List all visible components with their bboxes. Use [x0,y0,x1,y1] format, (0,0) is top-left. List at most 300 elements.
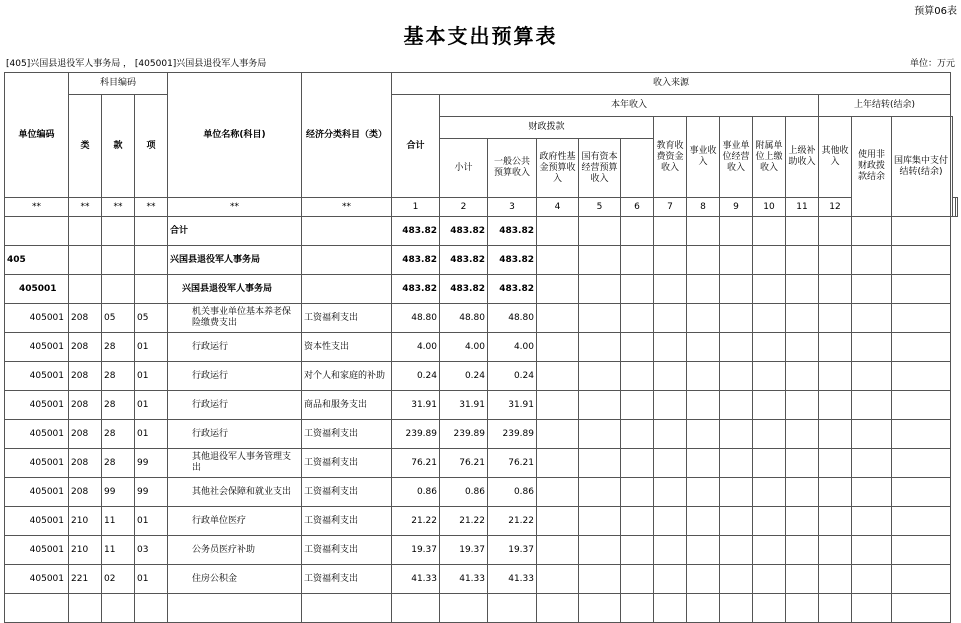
cell-total [392,594,440,623]
cell-empty [654,362,687,391]
cell-empty [753,217,786,246]
cell-empty [687,420,720,449]
cell-econ: 对个人和家庭的补助 [302,362,392,391]
cell-empty [786,565,819,594]
cell-empty [654,246,687,275]
cell-empty [537,217,579,246]
cell-subtotal: 483.82 [440,217,488,246]
cell-total: 4.00 [392,333,440,362]
cell-empty [687,275,720,304]
cell-empty [720,246,753,275]
cell-kuan: 28 [102,362,135,391]
cell-general: 4.00 [488,333,537,362]
unit-label: 单位：万元 [909,59,955,69]
column-number-cell: ** [168,198,302,217]
cell-general: 0.24 [488,362,537,391]
cell-lei: 208 [69,391,102,420]
cell-empty [537,565,579,594]
cell-total: 239.89 [392,420,440,449]
cell-xiang: 05 [135,304,168,333]
form-number: 预算06表 [914,6,957,17]
cell-empty [621,565,654,594]
cell-empty [786,333,819,362]
cell-empty [654,565,687,594]
cell-empty [537,536,579,565]
cell-empty [654,391,687,420]
cell-empty [720,217,753,246]
cell-empty [892,304,951,333]
cell-total: 76.21 [392,449,440,478]
cell-empty [753,449,786,478]
cell-empty [654,594,687,623]
table-row [5,391,958,420]
cell-empty [786,275,819,304]
header-other-income: 其他收入 [819,117,852,198]
cell-subtotal: 19.37 [440,536,488,565]
cell-lei [69,246,102,275]
table-row [5,536,958,565]
table-row [5,362,958,391]
cell-empty [892,362,951,391]
cell-empty [687,246,720,275]
header-xiang: 项 [135,95,168,198]
cell-lei: 208 [69,304,102,333]
cell-kuan: 05 [102,304,135,333]
cell-xiang: 01 [135,362,168,391]
cell-empty [621,449,654,478]
cell-general: 19.37 [488,536,537,565]
cell-empty [720,507,753,536]
cell-total: 483.82 [392,275,440,304]
cell-subtotal: 483.82 [440,246,488,275]
cell-econ: 工资福利支出 [302,536,392,565]
column-number-cell: 12 [819,198,852,217]
cell-empty [654,536,687,565]
cell-empty [687,391,720,420]
budget-table [4,72,958,623]
cell-unit: 405001 [5,333,69,362]
cell-empty [720,362,753,391]
cell-total: 483.82 [392,246,440,275]
cell-econ [302,217,392,246]
cell-empty [852,391,892,420]
cell-empty [819,565,852,594]
cell-kuan: 28 [102,333,135,362]
cell-empty [753,391,786,420]
cell-empty [621,333,654,362]
cell-kuan: 28 [102,420,135,449]
column-number-cell: ** [302,198,392,217]
cell-unit: 405001 [5,304,69,333]
cell-subtotal: 0.24 [440,362,488,391]
cell-subtotal: 31.91 [440,391,488,420]
cell-empty [786,449,819,478]
cell-name: 公务员医疗补助 [168,536,302,565]
header-career-unit-ops: 事业单位经营收入 [720,117,753,198]
column-number-cell: ** [135,198,168,217]
cell-lei: 208 [69,478,102,507]
cell-lei [69,275,102,304]
cell-name: 机关事业单位基本养老保险缴费支出 [168,304,302,333]
cell-xiang: 01 [135,420,168,449]
cell-total: 48.80 [392,304,440,333]
header-edu-fee: 教育收费资金收入 [654,117,687,198]
cell-empty [537,275,579,304]
cell-empty [786,391,819,420]
cell-empty [819,420,852,449]
cell-empty [892,275,951,304]
column-number-cell: 3 [488,198,537,217]
column-number-cell [955,198,957,217]
cell-empty [579,478,621,507]
cell-kuan: 99 [102,478,135,507]
cell-empty [819,594,852,623]
cell-econ: 资本性支出 [302,333,392,362]
table-row [5,217,958,246]
cell-xiang: 99 [135,449,168,478]
header-income-source: 收入来源 [392,73,951,95]
cell-name: 行政运行 [168,362,302,391]
cell-empty [579,275,621,304]
cell-general: 21.22 [488,507,537,536]
cell-kuan [102,275,135,304]
cell-empty [892,536,951,565]
cell-xiang [135,246,168,275]
cell-kuan: 28 [102,449,135,478]
cell-kuan: 11 [102,536,135,565]
cell-unit [5,217,69,246]
cell-lei: 210 [69,507,102,536]
cell-empty [720,391,753,420]
cell-kuan [102,246,135,275]
header-prior-year: 上年结转(结余) [819,95,951,117]
cell-empty [753,594,786,623]
cell-empty [786,217,819,246]
cell-name: 行政运行 [168,391,302,420]
header-nonfiscal-carry: 使用非财政拨款结余 [852,117,892,217]
table-row [5,304,958,333]
column-number-cell: 10 [753,198,786,217]
cell-lei: 208 [69,449,102,478]
header-econ-class: 经济分类科目（类） [302,73,392,198]
cell-empty [892,565,951,594]
cell-xiang [135,275,168,304]
cell-lei: 221 [69,565,102,594]
cell-name: 住房公积金 [168,565,302,594]
table-row [5,449,958,478]
cell-econ: 工资福利支出 [302,304,392,333]
cell-empty [579,449,621,478]
cell-empty [621,478,654,507]
cell-empty [621,507,654,536]
cell-xiang [135,594,168,623]
cell-general: 483.82 [488,217,537,246]
cell-total: 19.37 [392,536,440,565]
cell-general: 239.89 [488,420,537,449]
table-row [5,565,958,594]
cell-empty [786,536,819,565]
cell-empty [621,275,654,304]
cell-empty [819,478,852,507]
cell-empty [720,420,753,449]
cell-empty [687,478,720,507]
cell-general: 76.21 [488,449,537,478]
cell-empty [687,594,720,623]
cell-empty [537,362,579,391]
header-fiscal-grant: 财政拨款 [440,117,654,139]
cell-name: 兴国县退役军人事务局 [168,275,302,304]
cell-empty [654,420,687,449]
cell-empty [819,333,852,362]
column-number-cell: 9 [720,198,753,217]
column-number-cell: 7 [654,198,687,217]
cell-total: 41.33 [392,565,440,594]
cell-unit: 405001 [5,391,69,420]
cell-unit [5,594,69,623]
column-number-cell: ** [5,198,69,217]
cell-empty [687,304,720,333]
cell-econ [302,246,392,275]
cell-empty [654,478,687,507]
cell-econ [302,275,392,304]
cell-econ: 工资福利支出 [302,507,392,536]
cell-empty [753,362,786,391]
cell-empty [753,333,786,362]
cell-empty [852,304,892,333]
cell-empty [753,246,786,275]
cell-subtotal: 483.82 [440,275,488,304]
cell-empty [892,507,951,536]
cell-empty [654,507,687,536]
cell-empty [852,565,892,594]
cell-empty [720,275,753,304]
cell-empty [892,449,951,478]
cell-empty [579,391,621,420]
cell-empty [687,449,720,478]
header-kuan: 款 [102,95,135,198]
cell-empty [786,507,819,536]
cell-empty [892,333,951,362]
cell-unit: 405001 [5,478,69,507]
cell-unit: 405001 [5,536,69,565]
cell-subtotal: 48.80 [440,304,488,333]
cell-empty [687,333,720,362]
cell-empty [852,246,892,275]
cell-empty [687,362,720,391]
column-number-cell: 11 [786,198,819,217]
cell-empty [852,217,892,246]
header-state-capital: 国有资本经营预算收入 [579,139,621,198]
cell-empty [852,449,892,478]
header-unit-name: 单位名称(科目) [168,73,302,198]
cell-empty [819,217,852,246]
cell-empty [720,304,753,333]
cell-general: 48.80 [488,304,537,333]
cell-empty [720,594,753,623]
cell-empty [819,275,852,304]
cell-kuan: 11 [102,507,135,536]
cell-subtotal: 41.33 [440,565,488,594]
cell-kuan [102,217,135,246]
cell-econ: 工资福利支出 [302,478,392,507]
cell-empty [852,478,892,507]
cell-empty [720,478,753,507]
header-upper-subsidy: 上级补助收入 [786,117,819,198]
cell-empty [621,420,654,449]
cell-name: 合计 [168,217,302,246]
cell-empty [537,420,579,449]
cell-empty [537,449,579,478]
cell-kuan: 28 [102,391,135,420]
cell-lei: 208 [69,420,102,449]
cell-general [488,594,537,623]
cell-name: 行政单位医疗 [168,507,302,536]
header-general-budget: 一般公共预算收入 [488,139,537,198]
cell-total: 0.24 [392,362,440,391]
page-title: 基本支出预算表 [403,24,558,48]
cell-empty [753,507,786,536]
cell-general: 483.82 [488,275,537,304]
cell-name: 行政运行 [168,333,302,362]
cell-empty [786,420,819,449]
cell-empty [753,304,786,333]
cell-empty [786,594,819,623]
cell-empty [579,594,621,623]
header-gov-fund: 政府性基金预算收入 [537,139,579,198]
cell-empty [852,362,892,391]
header-subtotal: 小计 [440,139,488,198]
cell-name [168,594,302,623]
cell-empty [579,420,621,449]
table-row [5,275,958,304]
cell-empty [579,536,621,565]
cell-empty [579,507,621,536]
cell-empty [621,536,654,565]
cell-empty [687,507,720,536]
cell-empty [654,449,687,478]
cell-econ [302,594,392,623]
cell-unit: 405 [5,246,69,275]
cell-empty [753,275,786,304]
cell-empty [537,333,579,362]
cell-empty [819,304,852,333]
cell-empty [852,507,892,536]
cell-empty [621,594,654,623]
column-number-cell: ** [69,198,102,217]
table-row [5,478,958,507]
cell-empty [621,391,654,420]
header-unit-code: 单位编码 [5,73,69,198]
cell-empty [892,217,951,246]
cell-empty [537,594,579,623]
cell-lei: 210 [69,536,102,565]
column-number-cell: ** [102,198,135,217]
cell-empty [786,478,819,507]
cell-econ: 工资福利支出 [302,449,392,478]
cell-empty [654,304,687,333]
cell-general: 0.86 [488,478,537,507]
cell-empty [654,275,687,304]
cell-subtotal: 21.22 [440,507,488,536]
cell-empty [819,507,852,536]
cell-empty [786,304,819,333]
cell-empty [819,449,852,478]
cell-empty [819,391,852,420]
column-number-cell: 2 [440,198,488,217]
cell-empty [687,217,720,246]
cell-empty [720,565,753,594]
cell-unit: 405001 [5,420,69,449]
cell-empty [537,391,579,420]
cell-xiang [135,217,168,246]
table-row [5,507,958,536]
column-number-cell: 4 [537,198,579,217]
cell-econ: 商品和服务支出 [302,391,392,420]
header-affiliated-income: 附属单位上缴收入 [753,117,786,198]
cell-kuan: 02 [102,565,135,594]
table-row [5,333,958,362]
cell-empty [579,333,621,362]
cell-empty [720,536,753,565]
cell-lei [69,594,102,623]
cell-empty [852,420,892,449]
cell-empty [720,449,753,478]
cell-empty [579,362,621,391]
cell-name: 其他社会保障和就业支出 [168,478,302,507]
column-number-row [5,198,958,217]
cell-empty [537,246,579,275]
cell-empty [537,478,579,507]
cell-subtotal: 0.86 [440,478,488,507]
cell-empty [753,420,786,449]
cell-empty [852,275,892,304]
cell-empty [579,565,621,594]
header-lei: 类 [69,95,102,198]
header-subject-code: 科目编码 [69,73,168,95]
cell-general: 41.33 [488,565,537,594]
cell-empty [621,246,654,275]
cell-unit: 405001 [5,362,69,391]
cell-kuan [102,594,135,623]
column-number-cell: 1 [392,198,440,217]
cell-empty [687,565,720,594]
cell-empty [579,246,621,275]
cell-total: 483.82 [392,217,440,246]
cell-empty [852,333,892,362]
cell-empty [786,246,819,275]
cell-empty [819,362,852,391]
table-row [5,594,958,623]
cell-econ: 工资福利支出 [302,565,392,594]
cell-unit: 405001 [5,275,69,304]
cell-empty [892,478,951,507]
table-row [5,246,958,275]
cell-empty [654,333,687,362]
column-number-cell: 5 [579,198,621,217]
cell-unit: 405001 [5,507,69,536]
cell-empty [892,391,951,420]
cell-empty [621,217,654,246]
cell-empty [819,246,852,275]
cell-empty [720,333,753,362]
cell-empty [852,536,892,565]
cell-xiang: 01 [135,391,168,420]
cell-unit: 405001 [5,449,69,478]
cell-empty [753,536,786,565]
cell-general: 31.91 [488,391,537,420]
cell-empty [892,594,951,623]
header-career-income: 事业收入 [687,117,720,198]
